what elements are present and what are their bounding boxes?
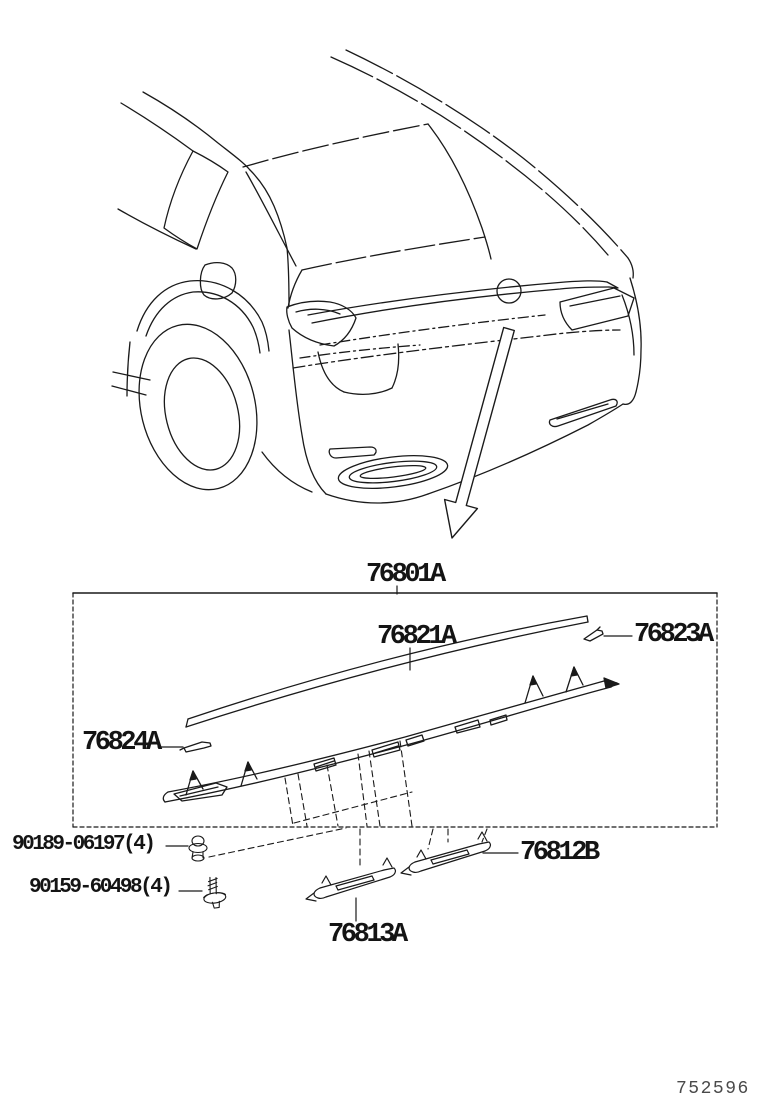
bracket-76813A [306, 858, 395, 901]
clip-76824A [180, 742, 211, 752]
car-illustration [112, 50, 641, 503]
part-label-76812b[interactable]: 76812B [520, 838, 597, 868]
grommet-icon [189, 836, 207, 861]
part-label-76823a[interactable]: 76823A [634, 620, 711, 650]
clip-76823A [584, 627, 603, 641]
bracket-76812B [401, 832, 490, 875]
screw-icon [201, 876, 227, 910]
part-label-90159-60498[interactable]: 90159-60498(4) [29, 876, 171, 899]
part-label-76821a[interactable]: 76821A [377, 622, 454, 652]
part-label-76813a[interactable]: 76813A [328, 920, 405, 950]
part-label-90189-06197[interactable]: 90189-06197(4) [12, 833, 154, 856]
part-label-76824a[interactable]: 76824A [82, 728, 159, 758]
pointer-arrow-icon [445, 328, 515, 539]
part-label-76801a[interactable]: 76801A [366, 560, 443, 590]
garnish-body-76801A [163, 667, 619, 802]
doc-number: 752596 [676, 1079, 750, 1099]
